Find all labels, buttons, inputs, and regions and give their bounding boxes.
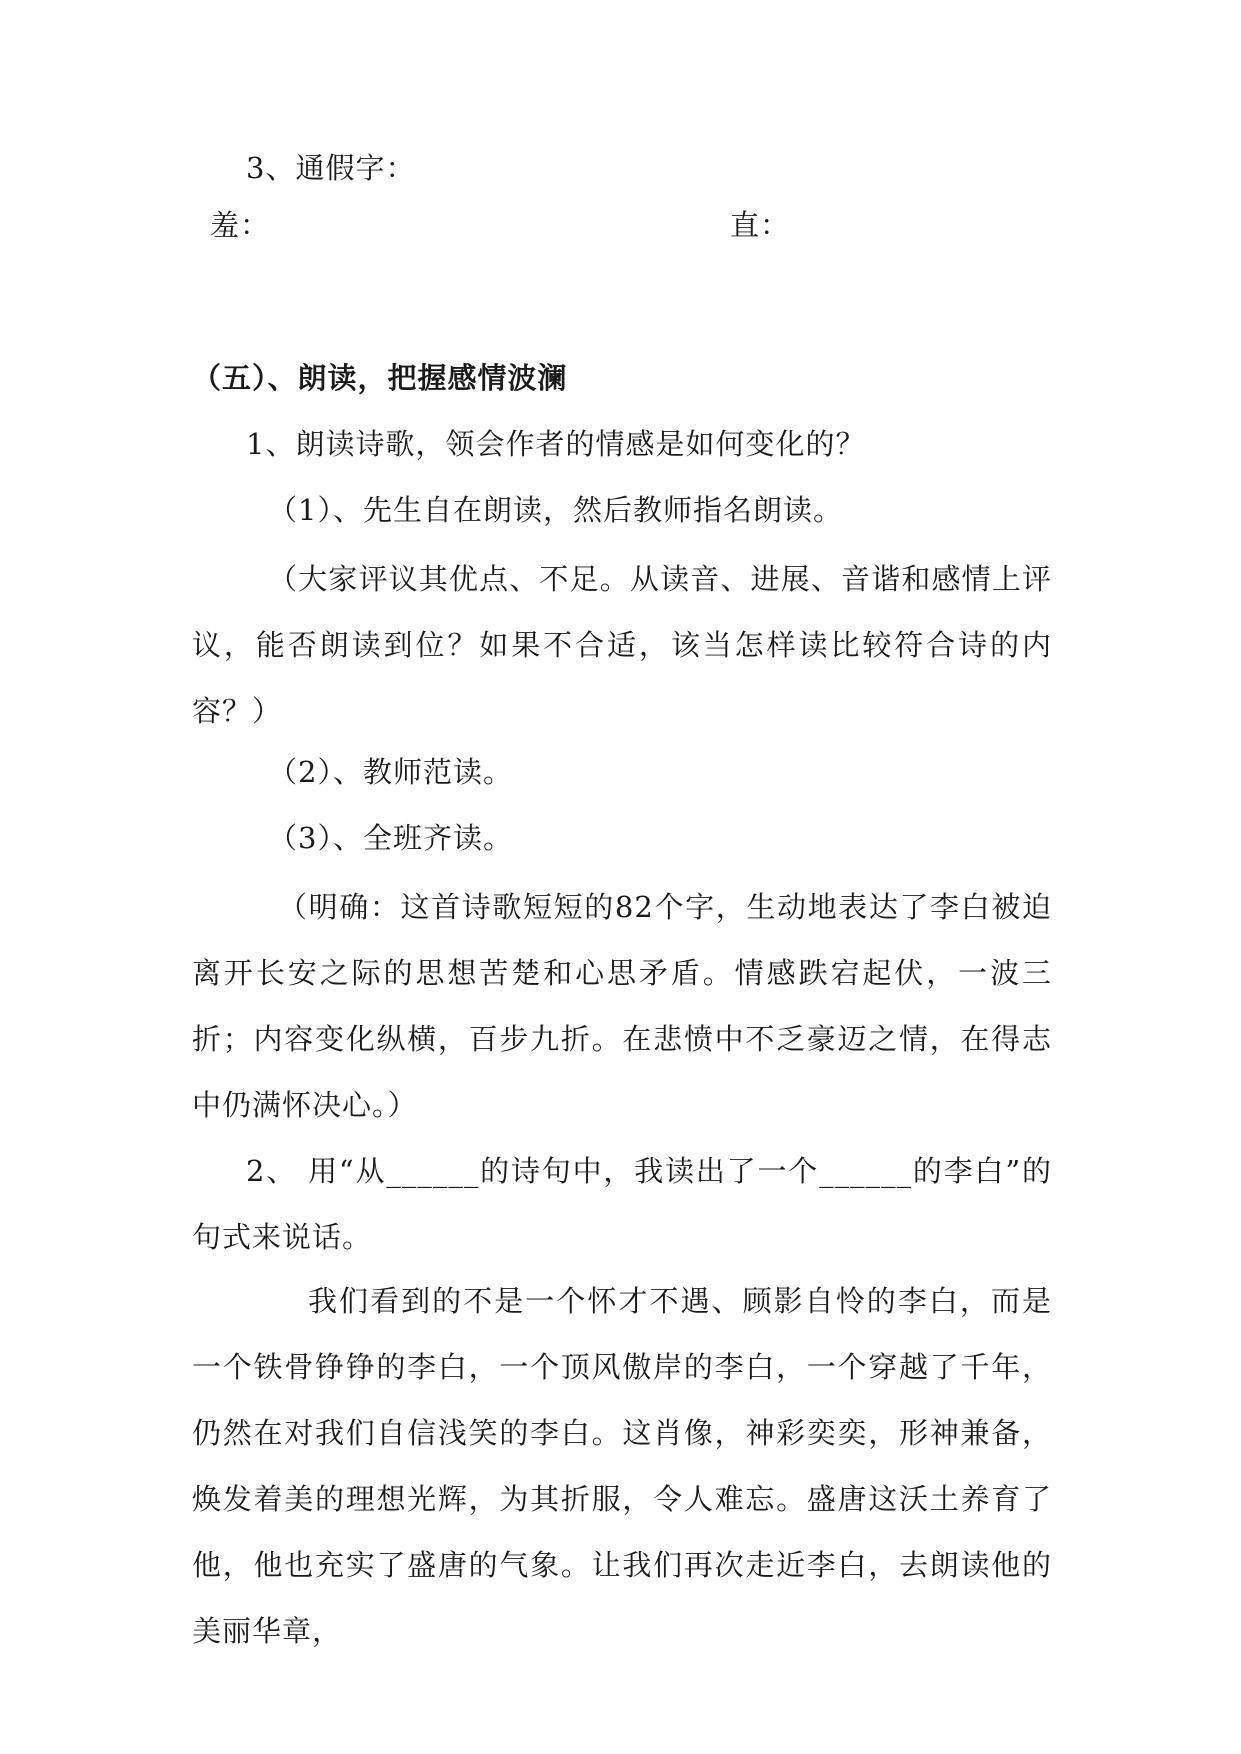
step-3: （3）、全班齐读。 xyxy=(268,821,513,855)
tongjia-item-xiu: 羞： xyxy=(210,208,271,242)
section5-heading: （五）、朗读，把握感情波澜 xyxy=(192,361,568,395)
tongjia-item-zhi: 直： xyxy=(730,208,791,242)
question-1: 1、朗读诗歌，领会作者的情感是如何变化的？ xyxy=(246,427,866,461)
step-2: （2）、教师范读。 xyxy=(268,755,513,789)
step-1: （1）、先生自在朗读，然后教师指名朗读。 xyxy=(268,493,843,527)
question-2: 2、 用“从______的诗句中，我读出了一个______的李白”的句式来说话。 xyxy=(192,1154,1052,1254)
note-2: （明确：这首诗歌短短的82个字，生动地表达了李白被迫离开长安之际的思想苦楚和心思矛盾。情感跌宕起伏，一波三折；内容变化纵横，百步九折。在悲愤中不乏豪迈之情，在得志中仍满怀决心。） xyxy=(192,890,1052,1122)
summary-paragraph: 我们看到的不是一个怀才不遇、顾影自怜的李白，而是一个铁骨铮铮的李白，一个顶风傲岸的李白，一个穿越了千年，仍然在对我们自信浅笑的李白。这肖像，神彩奕奕，形神兼备，焕发着美的理想光辉，为其折服，令人难忘。盛唐这沃土养育了他，他也充实了盛唐的气象。让我们再次走近李白，去朗读他的美丽华章， xyxy=(192,1284,1052,1648)
section3-heading: 3、通假字： xyxy=(246,151,416,185)
note-1: （大家评议其优点、不足。从读音、进展、音谐和感情上评议，能否朗读到位？如果不合适，该当怎样读比较符合诗的内容？） xyxy=(192,562,1052,728)
